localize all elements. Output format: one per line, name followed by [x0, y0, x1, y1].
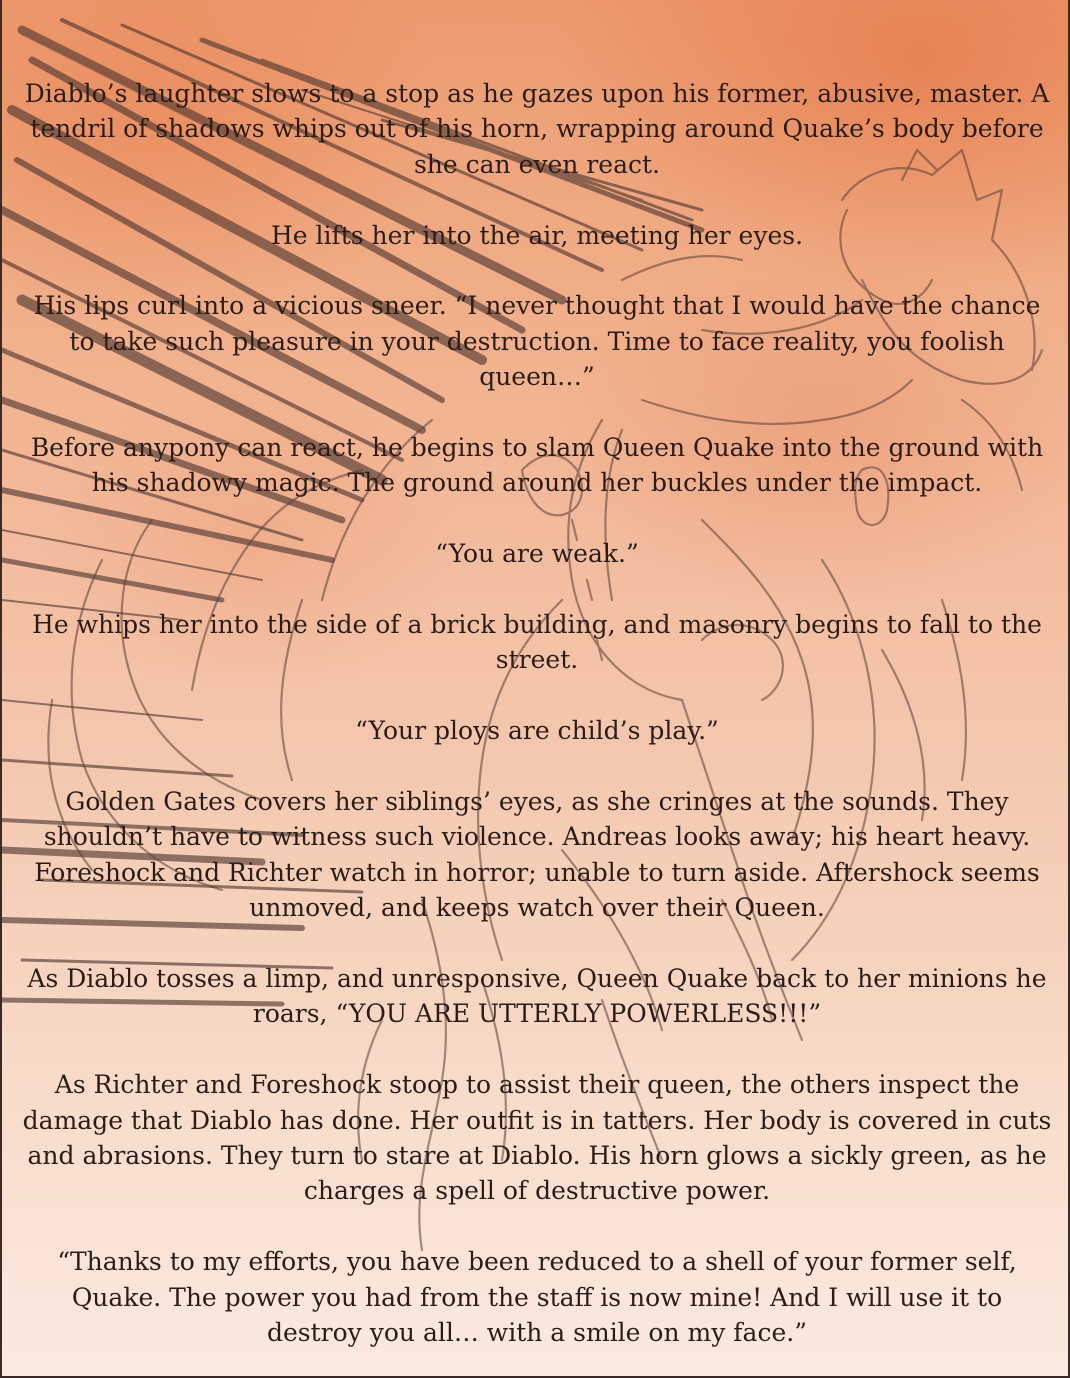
paragraph-9: As Diablo tosses a limp, and unresponsive, Queen Quake back to her minions he roars, “YOU ARE UTTERLY POWERLESS!!!” [27, 964, 1047, 1029]
paragraph-5: “You are weak.” [435, 539, 639, 569]
paragraph-11: “Thanks to my efforts, you have been reduced to a shell of your former self, Quake. The power you had from the staff is now mine! And I will use it to destroy you all… with a smile on my face.” [57, 1247, 1017, 1348]
paragraph-7: “Your ploys are child’s play.” [355, 716, 719, 746]
paragraph-8: Golden Gates covers her siblings’ eyes, as she cringes at the sounds. They shouldn’t have to witness such violence. Andreas looks away; his heart heavy. Foreshock and Richter watch in horror; unable to turn aside. Aftershock seems unmoved, and keeps watch over their Queen. [34, 787, 1040, 923]
paragraph-1: Diablo’s laughter slows to a stop as he gazes upon his former, abusive, master. A tendril of shadows whips out of his horn, wrapping around Quake’s body before she can even react. [24, 79, 1050, 179]
paragraph-10: As Richter and Foreshock stoop to assist their queen, the others inspect the damage that Diablo has done. Her outfit is in tatters. Her body is covered in cuts and abrasions. They turn to stare at Diablo. His horn glows a sickly green, as he charges a spell of destructive power. [22, 1070, 1052, 1206]
story-text [22, 76, 1052, 1378]
paragraph-4: Before anypony can react, he begins to slam Queen Quake into the ground with his shadowy magic. The ground around her buckles under the impact. [30, 433, 1044, 498]
paragraph-2: He lifts her into the air, meeting her eyes. [270, 220, 804, 250]
paragraph-6: He whips her into the side of a brick building, and masonry begins to fall to the street. [32, 610, 1042, 675]
paragraph-3: His lips curl into a vicious sneer. “I never thought that I would have the chance to take such pleasure in your destruction. Time to face reality, you foolish queen…” [33, 291, 1041, 392]
